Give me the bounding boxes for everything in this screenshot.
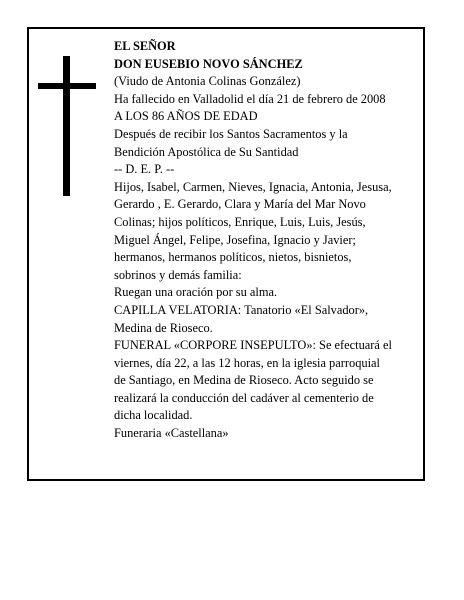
family-line-4: Miguel Ángel, Felipe, Josefina, Ignacio y Javier; bbox=[114, 232, 356, 247]
relation-line: (Viudo de Antonia Colinas González) bbox=[114, 74, 301, 89]
obituary-text bbox=[114, 38, 426, 443]
funeral-line-5: dicha localidad. bbox=[114, 408, 193, 423]
rip-line: -- D. E. P. -- bbox=[114, 162, 175, 177]
funeral-line-2: viernes, día 22, a las 12 horas, en la iglesia parroquial bbox=[114, 355, 380, 370]
funeral-line-3: de Santiago, en Medina de Rioseco. Acto seguido se bbox=[114, 373, 374, 388]
notice-title: EL SEÑOR bbox=[114, 39, 176, 53]
funeral-home-line: Funeraria «Castellana» bbox=[114, 426, 229, 441]
funeral-line-1: FUNERAL «CORPORE INSEPULTO»: Se efectuará el bbox=[114, 338, 392, 353]
chapel-line-2: Medina de Rioseco. bbox=[114, 320, 213, 335]
funeral-line-4: realizará la conducción del cadáver al cementerio de bbox=[114, 390, 374, 405]
deceased-name: DON EUSEBIO NOVO SÁNCHEZ bbox=[114, 56, 303, 71]
family-line-3: Colinas; hijos políticos, Enrique, Luis, Luis, Jesús, bbox=[114, 214, 366, 229]
family-line-2: Gerardo , E. Gerardo, Clara y María del Mar Novo bbox=[114, 197, 366, 212]
death-line: Ha fallecido en Valladolid el día 21 de febrero de 2008 bbox=[114, 91, 386, 106]
cross-horizontal-bar bbox=[38, 83, 96, 89]
chapel-line-1: CAPILLA VELATORIA: Tanatorio «El Salvador», bbox=[114, 302, 369, 317]
family-line-5: hermanos, hermanos políticos, nietos, bisnietos, bbox=[114, 250, 352, 265]
prayer-line: Ruegan una oración por su alma. bbox=[114, 285, 278, 300]
family-line-1: Hijos, Isabel, Carmen, Nieves, Ignacia, Antonia, Jesusa, bbox=[114, 179, 392, 194]
age-line: A LOS 86 AÑOS DE EDAD bbox=[114, 109, 258, 124]
sacraments-line-1: Después de recibir los Santos Sacramentos y la bbox=[114, 126, 348, 141]
sacraments-line-2: Bendición Apostólica de Su Santidad bbox=[114, 144, 299, 159]
family-line-6: sobrinos y demás familia: bbox=[114, 267, 242, 282]
cross-vertical-bar bbox=[63, 56, 70, 196]
